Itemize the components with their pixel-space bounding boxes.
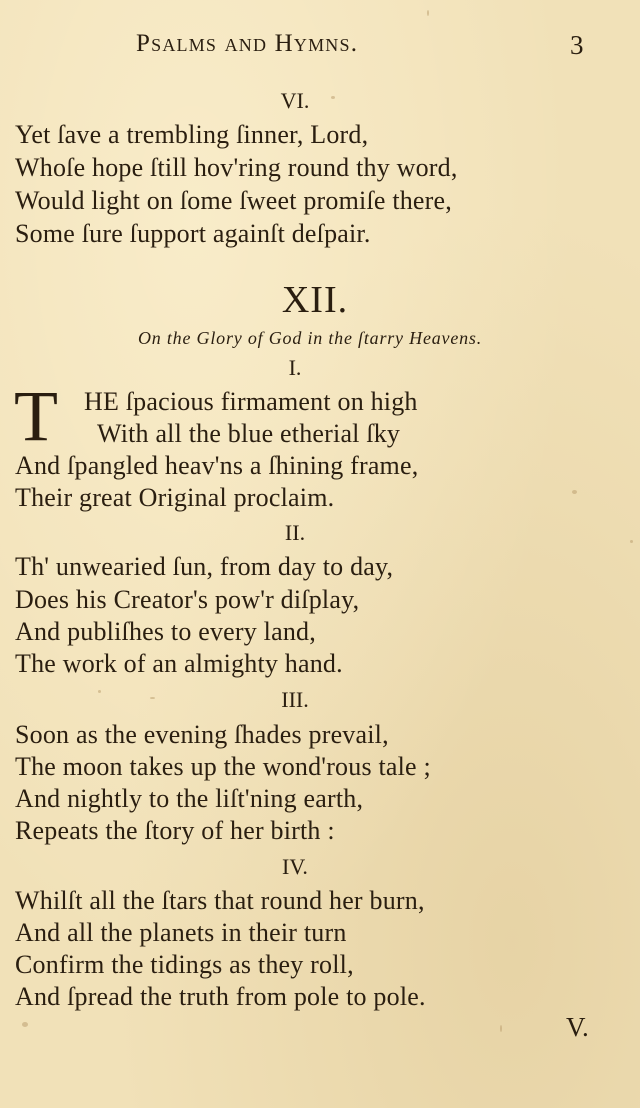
paper-speck	[572, 490, 577, 494]
stanza-numeral: III.	[281, 687, 309, 712]
verse-line: Does his Creator's pow'r diſplay,	[15, 585, 360, 614]
paper-speck	[331, 96, 335, 99]
verse-line: Their great Original proclaim.	[15, 483, 335, 512]
paper-speck	[150, 697, 155, 699]
stanza-numeral: IV.	[282, 854, 308, 879]
verse-line: Confirm the tidings as they roll,	[15, 950, 354, 979]
verse-line: The moon takes up the wond'rous tale ;	[15, 752, 431, 781]
page-number: 3	[570, 30, 584, 60]
catchword: V.	[566, 1012, 589, 1042]
hymn-title: On the Glory of God in the ſtarry Heavens.	[137, 328, 483, 348]
verse-line: And nightly to the liſt'ning earth,	[15, 784, 364, 813]
stanza-numeral: I.	[288, 355, 302, 380]
verse-line: Repeats the ſtory of her birth :	[15, 816, 335, 845]
verse-line: HE ſpacious firmament on high	[84, 387, 418, 416]
running-head: Psalms and Hymns.	[136, 30, 359, 57]
stanza-numeral: VI.	[280, 88, 310, 113]
verse-line: And all the planets in their turn	[15, 918, 347, 947]
verse-line: Would light on ſome ſweet promiſe there,	[15, 186, 452, 215]
drop-cap: T	[14, 376, 58, 456]
paper-speck	[98, 690, 101, 693]
paper-speck	[630, 540, 633, 543]
verse-line: The work of an almighty hand.	[15, 649, 343, 678]
paper-speck	[22, 1022, 28, 1027]
verse-line: And publiſhes to every land,	[15, 617, 316, 646]
verse-line: Some ſure ſupport againſt deſpair.	[15, 219, 371, 248]
verse-line: Th' unwearied ſun, from day to day,	[15, 552, 394, 581]
verse-line: Yet ſave a trembling ſinner, Lord,	[15, 120, 369, 149]
verse-line: Whoſe hope ſtill hov'ring round thy word,	[15, 153, 458, 182]
hymn-number: XII.	[281, 279, 349, 321]
verse-line: Soon as the evening ſhades prevail,	[15, 720, 389, 749]
verse-line: And ſpread the truth from pole to pole.	[15, 982, 426, 1011]
paper-speck	[500, 1025, 502, 1032]
verse-line: Whilſt all the ſtars that round her burn,	[15, 886, 425, 915]
verse-line: And ſpangled heav'ns a ſhining frame,	[15, 451, 419, 480]
stanza-numeral: II.	[284, 520, 306, 545]
verse-line: With all the blue etherial ſky	[97, 419, 401, 448]
paper-speck	[427, 10, 429, 16]
